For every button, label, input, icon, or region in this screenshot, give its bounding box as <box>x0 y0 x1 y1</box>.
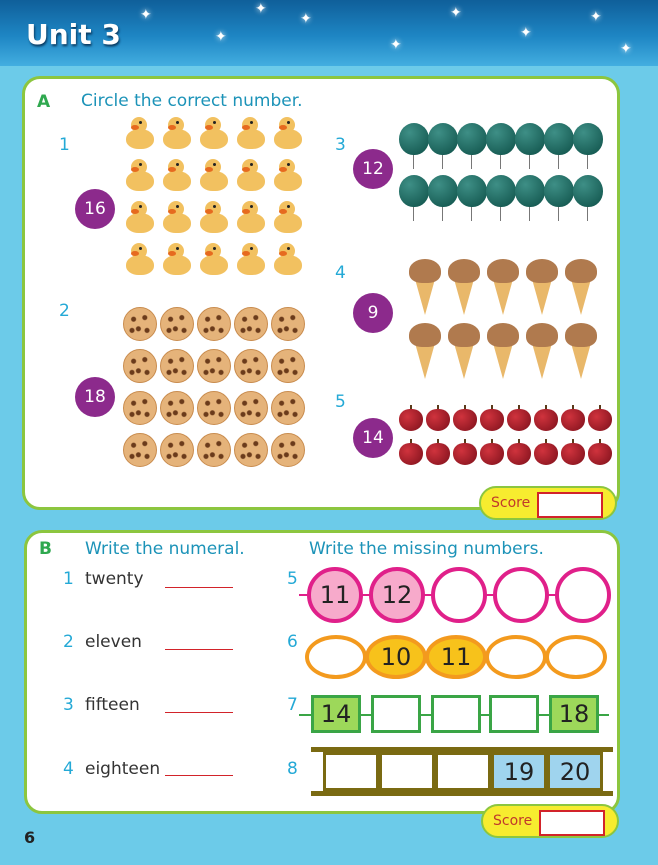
answer-choice[interactable]: 18 <box>75 377 115 417</box>
ladder-rail <box>311 791 613 796</box>
sequence-cell[interactable] <box>305 635 367 679</box>
question-number: 3 <box>63 695 74 715</box>
star-icon: ✦ <box>590 9 602 25</box>
question-number: 4 <box>335 263 346 283</box>
question-number: 5 <box>335 392 346 412</box>
apple-icon <box>399 405 423 431</box>
sequence-cell: 20 <box>547 752 603 791</box>
apple-picture-grid <box>399 405 615 465</box>
duck-icon <box>234 157 266 193</box>
cookie-icon <box>123 349 157 383</box>
question-number: 4 <box>63 759 74 779</box>
question-number: 5 <box>287 569 298 589</box>
duck-icon <box>197 157 229 193</box>
cookie-icon <box>234 307 268 341</box>
duck-icon <box>197 241 229 277</box>
answer-choice[interactable]: 12 <box>353 149 393 189</box>
duck-icon <box>197 115 229 151</box>
ice-cream-picture-grid <box>407 259 602 381</box>
balloon-icon <box>428 175 458 221</box>
section-b-panel <box>24 530 620 814</box>
duck-icon <box>271 115 303 151</box>
apple-icon <box>480 405 504 431</box>
unit-header <box>0 0 658 66</box>
balloon-icon <box>457 175 487 221</box>
question-number: 8 <box>287 759 298 779</box>
ice-cream-icon <box>485 323 521 381</box>
duck-icon <box>160 157 192 193</box>
apple-icon <box>453 439 477 465</box>
cookie-icon <box>271 391 305 425</box>
question-number: 3 <box>335 135 346 155</box>
apple-icon <box>561 405 585 431</box>
ice-cream-icon <box>563 259 599 317</box>
ice-cream-icon <box>524 259 560 317</box>
duck-icon <box>197 199 229 235</box>
sequence-cell[interactable] <box>371 695 421 733</box>
duck-icon <box>123 115 155 151</box>
balloon-picture-grid <box>399 123 602 221</box>
cookie-icon <box>123 391 157 425</box>
section-a-panel <box>22 76 620 510</box>
star-icon: ✦ <box>215 29 227 45</box>
sequence-cell: 11 <box>425 635 487 679</box>
cookie-icon <box>197 307 231 341</box>
duck-icon <box>123 199 155 235</box>
answer-choice[interactable]: 9 <box>353 293 393 333</box>
balloon-icon <box>486 175 516 221</box>
sequence-cell[interactable] <box>431 567 487 623</box>
cookie-icon <box>197 349 231 383</box>
score-box-b <box>481 804 619 838</box>
score-label: Score <box>491 495 531 511</box>
question-number: 7 <box>287 695 298 715</box>
sequence-cell: 12 <box>369 567 425 623</box>
answer-line[interactable] <box>165 775 233 776</box>
sequence-cell[interactable] <box>489 695 539 733</box>
apple-icon <box>453 405 477 431</box>
cookie-icon <box>271 307 305 341</box>
number-word: twenty <box>85 569 144 589</box>
balloon-icon <box>457 123 487 169</box>
section-b-instruction-right: Write the missing numbers. <box>309 539 544 559</box>
sequence-cell[interactable] <box>555 567 611 623</box>
page-number: 6 <box>24 828 36 847</box>
balloon-icon <box>428 123 458 169</box>
star-icon: ✦ <box>450 5 462 21</box>
score-field[interactable] <box>537 492 603 518</box>
star-icon: ✦ <box>390 37 402 53</box>
sequence-cell: 18 <box>549 695 599 733</box>
ice-cream-icon <box>407 323 443 381</box>
cookie-picture-grid <box>123 307 308 467</box>
answer-choice[interactable]: 16 <box>75 189 115 229</box>
cookie-icon <box>123 433 157 467</box>
sequence-cell[interactable] <box>485 635 547 679</box>
sequence-cell: 11 <box>307 567 363 623</box>
duck-icon <box>234 199 266 235</box>
apple-icon <box>507 405 531 431</box>
duck-icon <box>234 115 266 151</box>
sequence-cell[interactable] <box>379 752 435 791</box>
sequence-cell[interactable] <box>435 752 491 791</box>
star-icon: ✦ <box>255 1 267 17</box>
balloon-icon <box>399 123 429 169</box>
question-number: 1 <box>63 569 74 589</box>
ice-cream-icon <box>446 323 482 381</box>
balloon-icon <box>573 123 603 169</box>
apple-icon <box>534 439 558 465</box>
star-icon: ✦ <box>300 11 312 27</box>
duck-icon <box>271 199 303 235</box>
cookie-icon <box>160 433 194 467</box>
balloon-icon <box>544 123 574 169</box>
duck-icon <box>160 115 192 151</box>
star-icon: ✦ <box>140 7 152 23</box>
duck-icon <box>123 157 155 193</box>
cookie-icon <box>160 307 194 341</box>
apple-icon <box>534 405 558 431</box>
ice-cream-icon <box>407 259 443 317</box>
ice-cream-icon <box>563 323 599 381</box>
star-icon: ✦ <box>620 41 632 57</box>
apple-icon <box>507 439 531 465</box>
unit-title: Unit 3 <box>26 18 121 51</box>
score-label: Score <box>493 813 533 829</box>
duck-icon <box>234 241 266 277</box>
question-number: 2 <box>59 301 70 321</box>
question-number: 6 <box>287 632 298 652</box>
star-icon: ✦ <box>520 25 532 41</box>
answer-line[interactable] <box>165 649 233 650</box>
balloon-icon <box>486 123 516 169</box>
apple-icon <box>426 405 450 431</box>
sequence-cell: 10 <box>365 635 427 679</box>
score-field[interactable] <box>539 810 605 836</box>
balloon-icon <box>573 175 603 221</box>
number-word: eighteen <box>85 759 161 779</box>
apple-icon <box>399 439 423 465</box>
sequence-cell: 19 <box>491 752 547 791</box>
apple-icon <box>480 439 504 465</box>
sequence-cell[interactable] <box>493 567 549 623</box>
section-b-letter: B <box>39 539 52 559</box>
ice-cream-icon <box>485 259 521 317</box>
cookie-icon <box>160 391 194 425</box>
section-b-instruction-left: Write the numeral. <box>85 539 245 559</box>
duck-icon <box>271 157 303 193</box>
question-number: 1 <box>59 135 70 155</box>
apple-icon <box>426 439 450 465</box>
score-box-a <box>479 486 617 520</box>
ice-cream-icon <box>524 323 560 381</box>
duck-icon <box>160 199 192 235</box>
duck-picture-grid <box>123 115 308 277</box>
answer-choice[interactable]: 14 <box>353 418 393 458</box>
cookie-icon <box>271 433 305 467</box>
section-a-instruction: Circle the correct number. <box>81 91 303 111</box>
duck-icon <box>123 241 155 277</box>
balloon-icon <box>544 175 574 221</box>
sequence-cell[interactable] <box>545 635 607 679</box>
sequence-cell[interactable] <box>323 752 379 791</box>
cookie-icon <box>234 433 268 467</box>
apple-icon <box>588 405 612 431</box>
apple-icon <box>588 439 612 465</box>
balloon-icon <box>515 175 545 221</box>
cookie-icon <box>197 433 231 467</box>
cookie-icon <box>271 349 305 383</box>
ice-cream-icon <box>446 259 482 317</box>
sequence-cell: 14 <box>311 695 361 733</box>
cookie-icon <box>123 307 157 341</box>
apple-icon <box>561 439 585 465</box>
balloon-icon <box>515 123 545 169</box>
number-word: eleven <box>85 632 142 652</box>
duck-icon <box>271 241 303 277</box>
section-a-letter: A <box>37 92 51 112</box>
duck-icon <box>160 241 192 277</box>
cookie-icon <box>160 349 194 383</box>
cookie-icon <box>197 391 231 425</box>
cookie-icon <box>234 349 268 383</box>
question-number: 2 <box>63 632 74 652</box>
balloon-icon <box>399 175 429 221</box>
sequence-cell[interactable] <box>431 695 481 733</box>
cookie-icon <box>234 391 268 425</box>
answer-line[interactable] <box>165 587 233 588</box>
answer-line[interactable] <box>165 712 233 713</box>
number-word: fifteen <box>85 695 140 715</box>
